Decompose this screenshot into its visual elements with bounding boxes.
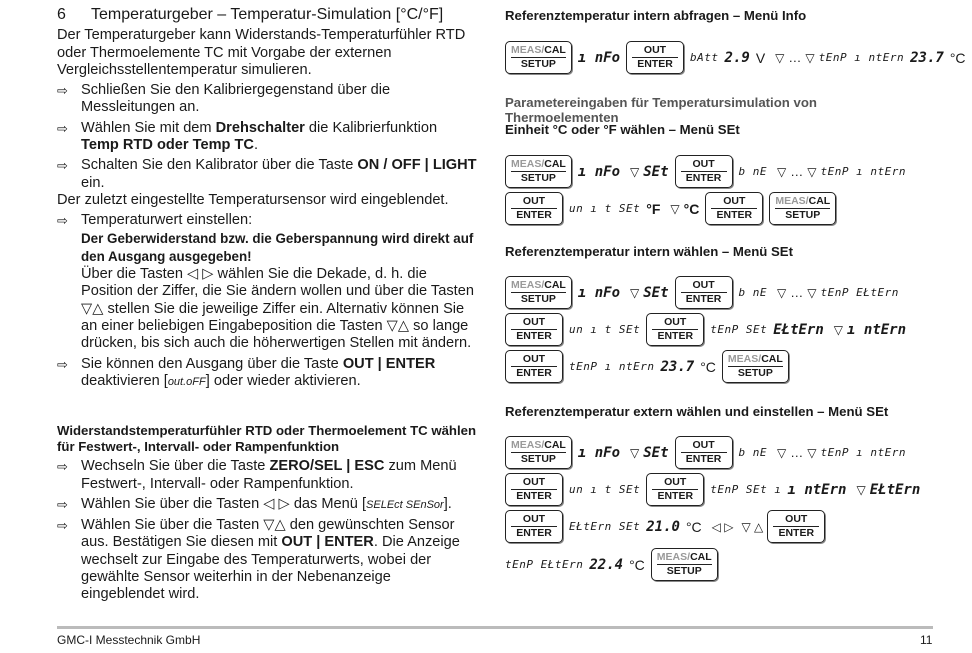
- sequence-unit-1: MEAS/CAL SETUP ı nFo ▽ SEt OUT ENTER b nE ▽ … ▽ tEnP ı ntErn: [505, 155, 912, 188]
- arrow-icon: ⇨: [57, 518, 68, 534]
- down-icon: ▽: [805, 50, 815, 65]
- section-heading: [57, 6, 477, 23]
- arrow-icon: ⇨: [57, 120, 68, 136]
- out-enter-key: OUT ENTER: [626, 41, 684, 74]
- out-enter-key: OUT ENTER: [505, 350, 563, 383]
- arrow-icon: ⇨: [57, 213, 68, 229]
- footer-company: GMC-I Messtechnik GmbH: [57, 633, 201, 647]
- after-text: Der zuletzt eingestellte Temperatursensor wird eingeblendet.: [57, 191, 449, 208]
- arrow-icon: ⇨: [57, 356, 68, 372]
- down-icon: ▽: [670, 201, 680, 216]
- down-icon: ▽: [630, 164, 640, 179]
- list-item-text: Wählen Sie mit dem Drehschalter die Kalibrierfunktion Temp RTD oder Temp TC.: [81, 119, 438, 154]
- arrow-icon: ⇨: [57, 459, 68, 475]
- sequence-intern-1: MEAS/CAL SETUP ı nFo ▽ SEt OUT ENTER b nE ▽ … ▽ tEnP EŁtErn: [505, 276, 905, 309]
- intro-text: Der Temperaturgeber kann Widerstands-Temperaturfühler RTD oder Thermoelemente TC mit Vorgabe der externen Vergleichsstellentemperatur simulieren.: [57, 27, 466, 78]
- list-item: [57, 212, 477, 352]
- heading-param: Parametereingaben für Temperatursimulation von Thermoelementen: [505, 95, 817, 125]
- down-icon: ▽: [777, 164, 787, 179]
- out-enter-key: OUT ENTER: [505, 313, 563, 346]
- out-enter-key: OUT ENTER: [505, 473, 563, 506]
- sequence-intern-2: OUT ENTER un ı t SEt OUT ENTER tEnP SEt EŁtErn ▽ ı ntErn: [505, 313, 912, 346]
- list-item: [57, 496, 477, 514]
- down-icon: ▽: [807, 445, 817, 460]
- list-item-text: Schalten Sie den Kalibrator über die Taste ON / OFF | LIGHT ein.: [81, 157, 477, 191]
- sequence-extern-4: tEnP EŁtErn 22.4 °C MEAS/CAL SETUP: [505, 548, 724, 581]
- heading-info: Referenztemperatur intern abfragen – Menü Info: [505, 8, 807, 23]
- out-enter-key: OUT ENTER: [675, 276, 733, 309]
- sequence-info: MEAS/CAL SETUP ı nFo OUT ENTER bAtt 2.9 V ▽ … ▽ tEnP ı ntErn 23.7 °C: [505, 41, 972, 74]
- out-enter-key: OUT ENTER: [505, 510, 563, 543]
- right-column: [505, 8, 966, 608]
- arrow-icon: ⇨: [57, 83, 68, 99]
- down-icon: ▽: [833, 322, 844, 337]
- out-enter-key: OUT ENTER: [505, 192, 563, 225]
- list-item-text: Temperaturwert einstellen: Der Geberwiderstand bzw. die Geberspannung wird direkt auf den Ausgang ausgegeben! Über die Tasten ◁ ▷ wählen Sie die Dekade, d. h. die Position der Ziffer, die Sie ändern wollen und über die Tasten ▽△ stellen Sie die jeweilige Ziffer ein. Alternativ können Sie an einer beliebigen Eingabeposition die Tasten ▽△ so lange drücken, bis sich auch die höherwertigen Stellen mit ändern.: [81, 212, 474, 352]
- down-up-icon: ▽ △: [741, 519, 764, 534]
- meas-setup-key: MEAS/CAL SETUP: [505, 276, 572, 309]
- meas-setup-key: MEAS/CAL SETUP: [651, 548, 718, 581]
- out-enter-key: OUT ENTER: [705, 192, 763, 225]
- sequence-unit-2: OUT ENTER un ı t SEt °F ▽ °C OUT ENTER MEAS/CAL SETUP: [505, 192, 842, 225]
- meas-setup-key: MEAS/CAL SETUP: [505, 155, 572, 188]
- down-icon: ▽: [775, 50, 785, 65]
- list-item-text: Wählen Sie über die Tasten ▽△ den gewünschten Sensor aus. Bestätigen Sie diesen mit OUT | ENTER. Die Anzeige wechselt zur Eingabe des Temperaturwerts, wobei der gewählte Sensor weiterhin in der Nebenanzeige eingeblendet wird.: [81, 517, 460, 603]
- heading-intern: Referenztemperatur intern wählen – Menü SEt: [505, 244, 793, 259]
- section-title: Temperaturgeber – Temperatur-Simulation [°C/°F]: [91, 6, 444, 23]
- warning-text: Der Geberwiderstand bzw. die Geberspannung wird direkt auf den Ausgang ausgegeben!: [81, 230, 474, 264]
- left-right-icon: ◁ ▷: [711, 519, 734, 534]
- list-item: [57, 157, 477, 192]
- down-icon: ▽: [630, 445, 640, 460]
- meas-setup-key: MEAS/CAL SETUP: [505, 436, 572, 469]
- out-enter-key: OUT ENTER: [767, 510, 825, 543]
- down-icon: ▽: [807, 164, 817, 179]
- list-item-text: Wählen Sie über die Tasten ◁ ▷ das Menü [SELEct SEnSor].: [81, 495, 452, 512]
- out-enter-key: OUT ENTER: [675, 155, 733, 188]
- list-item: [57, 458, 477, 493]
- page-number: 11: [920, 633, 933, 647]
- down-icon: ▽: [777, 445, 787, 460]
- footer-rule: [57, 626, 933, 629]
- list-item-text: Schließen Sie den Kalibriergegenstand über die Messleitungen an.: [81, 82, 391, 116]
- heading-unit: Einheit °C oder °F wählen – Menü SEt: [505, 122, 740, 137]
- out-enter-key: OUT ENTER: [646, 473, 704, 506]
- list-item: [57, 120, 477, 155]
- meas-setup-key: MEAS/CAL SETUP: [769, 192, 836, 225]
- sequence-extern-3: OUT ENTER EŁtErn SEt 21.0 °C ◁ ▷ ▽ △ OUT ENTER: [505, 510, 831, 543]
- arrow-icon: ⇨: [57, 496, 68, 512]
- list-item: [57, 517, 477, 603]
- section-number: 6: [57, 6, 66, 23]
- list-item-text: Wechseln Sie über die Taste ZERO/SEL | ESC zum Menü Festwert-, Intervall- oder Rampenfunktion.: [81, 458, 457, 492]
- out-enter-key: OUT ENTER: [646, 313, 704, 346]
- meas-setup-key: MEAS/CAL SETUP: [722, 350, 789, 383]
- sequence-extern-1: MEAS/CAL SETUP ı nFo ▽ SEt OUT ENTER b nE ▽ … ▽ tEnP ı ntErn: [505, 436, 912, 469]
- meas-setup-key: MEAS/CAL SETUP: [505, 41, 572, 74]
- list-item: [57, 82, 477, 117]
- subsection-title: Widerstandstemperaturfühler RTD oder Thermoelement TC wählen für Festwert-, Intervall- oder Rampenfunktion: [57, 423, 477, 455]
- down-icon: ▽: [807, 285, 817, 300]
- down-icon: ▽: [630, 285, 640, 300]
- down-icon: ▽: [777, 285, 787, 300]
- down-icon: ▽: [856, 482, 866, 497]
- heading-extern: Referenztemperatur extern wählen und einstellen – Menü SEt: [505, 404, 889, 419]
- list-item: [57, 356, 477, 392]
- left-column: [57, 6, 477, 604]
- sequence-extern-2: OUT ENTER un ı t SEt OUT ENTER tEnP SEt ı ı ntErn ▽ EŁtErn: [505, 473, 926, 506]
- sequence-intern-3: OUT ENTER tEnP ı ntErn 23.7 °C MEAS/CAL SETUP: [505, 350, 795, 383]
- out-enter-key: OUT ENTER: [675, 436, 733, 469]
- list-item-text: Sie können den Ausgang über die Taste OUT | ENTER deaktivieren [out.oFF] oder wieder aktivieren.: [81, 355, 436, 389]
- arrow-icon: ⇨: [57, 158, 68, 174]
